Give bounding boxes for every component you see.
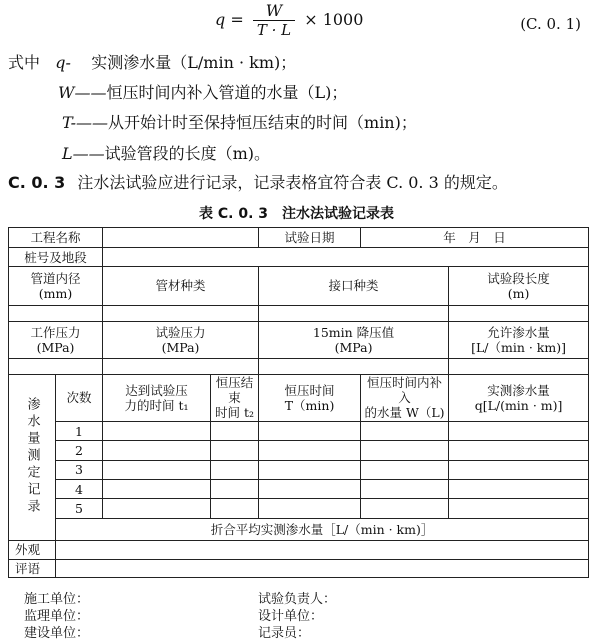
q-cell[interactable] [449, 499, 589, 518]
row-number-4: 4 [56, 479, 103, 498]
q-header [449, 374, 589, 421]
pressure-drop-text: 15min 降压值 (MPa) [312, 324, 395, 355]
W-cell[interactable] [361, 441, 449, 460]
allowable-seepage-value[interactable] [449, 358, 589, 374]
t2-cell[interactable] [211, 421, 259, 440]
design-unit-label: 设计单位： [258, 609, 324, 624]
formula-c01 [215, 2, 363, 39]
test-pressure-text: 试验压力 (MPa) [155, 324, 206, 355]
T-cell[interactable] [259, 421, 361, 440]
allowable-seepage-text: 允许渗水量 [L/（min · km)] [471, 324, 566, 355]
W-cell[interactable] [361, 499, 449, 518]
working-pressure-text: 工作压力 (MPa) [30, 324, 81, 355]
W-cell[interactable] [361, 460, 449, 479]
pipe-material-label: 管材种类 [103, 266, 259, 305]
pipe-diameter-value[interactable] [9, 305, 103, 321]
section-length-text: 试验段长度 (m) [487, 270, 550, 301]
t2-cell[interactable] [211, 460, 259, 479]
T-cell[interactable] [259, 441, 361, 460]
pressure-drop-value[interactable] [259, 358, 449, 374]
q-cell[interactable] [449, 441, 589, 460]
definition-l [62, 141, 270, 164]
pipe-material-value[interactable] [103, 305, 259, 321]
definition-intro: 式中 [8, 53, 41, 72]
t1-cell[interactable] [103, 421, 211, 440]
table-caption: 表 C. 0. 3 注水法试验记录表 [198, 206, 394, 222]
formula-lhs: q = [215, 10, 244, 29]
symbol-t: T-—— [62, 113, 109, 132]
T-cell[interactable] [259, 499, 361, 518]
clause-number: C. 0. 3 [8, 173, 66, 192]
T-header-text: 恒压时间 T（min) [284, 382, 335, 413]
test-pressure-label [103, 321, 259, 358]
q-cell[interactable] [449, 479, 589, 498]
project-name-label: 工程名称 [9, 228, 103, 248]
seepage-record-label [9, 374, 56, 540]
row-number-3: 3 [56, 460, 103, 479]
comment-label: 评语 [9, 559, 56, 578]
joint-type-value[interactable] [259, 305, 449, 321]
station-label: 桩号及地段 [9, 248, 103, 266]
appearance-label: 外观 [9, 541, 56, 559]
station-value[interactable] [103, 248, 589, 266]
t2-cell[interactable] [211, 441, 259, 460]
owner-unit-label: 建设单位： [24, 626, 90, 641]
test-lead-label: 试验负责人： [258, 592, 337, 607]
W-cell[interactable] [361, 421, 449, 440]
formula-numerator: W [253, 2, 295, 21]
q-header-text: 实测渗水量 q[L/(min · m)] [474, 382, 563, 413]
formula-denominator: T · L [256, 21, 292, 39]
definition-t-text: 从开始计时至保持恒压结束的时间（min)； [108, 113, 417, 132]
T-cell[interactable] [259, 479, 361, 498]
t1-cell[interactable] [103, 499, 211, 518]
project-name-value[interactable] [103, 228, 259, 248]
count-header: 次数 [56, 374, 103, 421]
allowable-seepage-label [449, 321, 589, 358]
working-pressure-label [9, 321, 103, 358]
t1-header [103, 374, 211, 421]
clause-c03 [8, 170, 508, 193]
test-pressure-value[interactable] [103, 358, 259, 374]
supervision-unit-label: 监理单位： [24, 609, 90, 624]
average-seepage-label: 折合平均实测渗水量［L/（min · km)］ [56, 518, 589, 540]
symbol-l: L—— [62, 144, 105, 163]
equation-number: (C. 0. 1) [520, 15, 581, 33]
W-cell[interactable] [361, 479, 449, 498]
seepage-record-text: 渗水量测定记录 [24, 396, 40, 516]
t2-header [211, 374, 259, 421]
definition-t [62, 110, 417, 133]
symbol-w: W—— [58, 83, 107, 102]
W-header [361, 374, 449, 421]
test-date-label: 试验日期 [259, 228, 361, 248]
definition-q-text: 实测渗水量（L/min · km)； [91, 53, 297, 72]
pipe-diameter-label [9, 266, 103, 305]
symbol-q: q- [55, 53, 71, 72]
t2-header-text: 恒压结束 时间 t₂ [215, 375, 255, 421]
recorder-label: 记录员： [258, 626, 311, 641]
row-number-1: 1 [56, 421, 103, 440]
T-header [259, 374, 361, 421]
definition-q [8, 50, 296, 73]
t1-header-text: 达到试验压 力的时间 t₁ [124, 382, 189, 413]
definition-l-text: 试验管段的长度（m)。 [104, 144, 271, 163]
W-header-text: 恒压时间内补入 的水量 W（L) [364, 375, 445, 421]
t2-cell[interactable] [211, 499, 259, 518]
q-cell[interactable] [449, 460, 589, 479]
row-number-2: 2 [56, 441, 103, 460]
clause-text: 注水法试验应进行记录，记录表格宜符合表 C. 0. 3 的规定。 [77, 173, 508, 192]
test-date-value[interactable]: 年 月 日 [361, 228, 589, 248]
t2-cell[interactable] [211, 479, 259, 498]
t1-cell[interactable] [103, 460, 211, 479]
T-cell[interactable] [259, 460, 361, 479]
t1-cell[interactable] [103, 479, 211, 498]
definition-w-text: 恒压时间内补入管道的水量（L)； [106, 83, 348, 102]
pressure-drop-label [259, 321, 449, 358]
joint-type-label: 接口种类 [259, 266, 449, 305]
pipe-diameter-text: 管道内径 (mm) [30, 270, 81, 301]
formula-fraction [253, 2, 295, 39]
formula-multiplier: × 1000 [304, 10, 364, 29]
section-length-label [449, 266, 589, 305]
row-number-5: 5 [56, 499, 103, 518]
section-length-value[interactable] [449, 305, 589, 321]
water-injection-record-table [8, 227, 589, 578]
appearance-value[interactable] [56, 541, 589, 559]
working-pressure-value[interactable] [9, 358, 103, 374]
construction-unit-label: 施工单位： [24, 592, 90, 607]
t1-cell[interactable] [103, 441, 211, 460]
comment-value[interactable] [56, 559, 589, 578]
q-cell[interactable] [449, 421, 589, 440]
definition-w [58, 80, 347, 103]
